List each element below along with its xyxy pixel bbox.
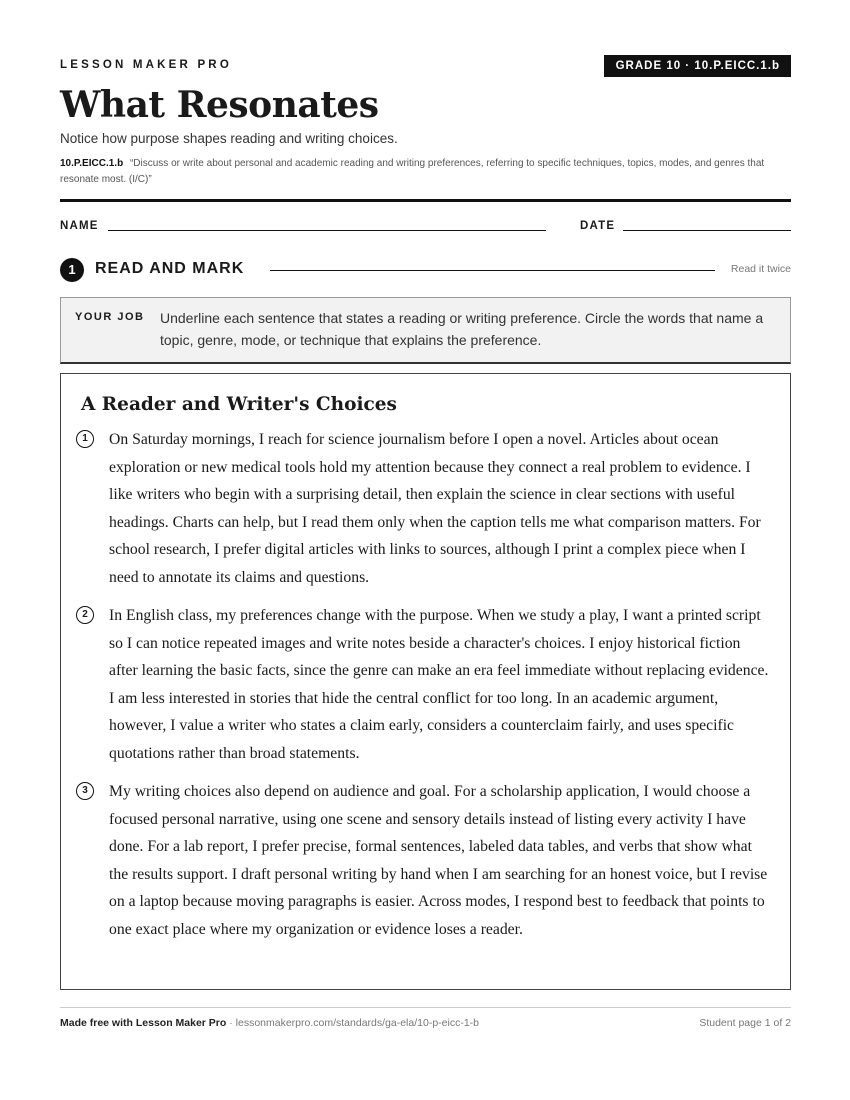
- page-footer: [60, 1017, 791, 1029]
- page-title: What Resonates: [60, 84, 379, 126]
- paragraph: In English class, my preferences change with the purpose. When we study a play, I want a printed script so I can notice repeated images and write notes beside a character's choices. I enjoy historical fiction after learning the basic facts, since the genre can make an era feel immediate without replacing evidence. I am less interested in stories that hide the central conflict for too long. In an academic argument, however, I value a writer who states a claim early, considers a counterclaim fairly, and uses specific quotations rather than broad statements.: [109, 607, 769, 762]
- paragraph-number: 3: [76, 782, 94, 800]
- instructions-box: [60, 297, 791, 364]
- instructions-label: YOUR JOB: [75, 311, 145, 323]
- brand-row: [60, 55, 791, 79]
- section-header: [60, 258, 791, 282]
- name-label: NAME: [60, 220, 99, 232]
- grade-badge: GRADE 10 · 10.P.EICC.1.b: [604, 55, 791, 77]
- paragraph-number: 2: [76, 606, 94, 624]
- student-fields: [60, 219, 791, 235]
- standard-code: 10.P.EICC.1.b: [60, 158, 124, 169]
- date-label: DATE: [580, 220, 616, 232]
- section-rule: [270, 270, 715, 271]
- page-number: Student page 1 of 2: [699, 1017, 791, 1029]
- paragraph: My writing choices also depend on audience and goal. For a scholarship application, I would choose a focused personal narrative, using one scene and sensory details instead of listing every activity I have done. For a lab report, I prefer precise, formal sentences, labeled data tables, and verbs that show what the results support. I draft personal writing by hand when I am searching for an honest voice, but I revise on a laptop because moving paragraphs is easier. Across modes, I respond best to feedback that points to one exact place where my organization or evidence loses a reader.: [109, 783, 768, 938]
- name-field[interactable]: [108, 230, 546, 231]
- passage-title: A Reader and Writer's Choices: [81, 394, 397, 415]
- footer-url[interactable]: · lessonmakerpro.com/standards/ga-ela/10-p-eicc-1-b: [226, 1017, 480, 1029]
- paragraph-number: 1: [76, 430, 94, 448]
- standard-text: “Discuss or write about personal and academic reading and writing preferences, referring to specific techniques, topics, modes, and genres that resonate most. (I/C)”: [60, 158, 765, 185]
- section-hint: Read it twice: [730, 263, 791, 275]
- section-number-badge: 1: [60, 258, 84, 282]
- reading-passage: [60, 373, 791, 990]
- page-subtitle: Notice how purpose shapes reading and writing choices.: [60, 131, 398, 146]
- footer-credit: Made free with Lesson Maker Pro: [60, 1017, 227, 1029]
- paragraph: On Saturday mornings, I reach for science journalism before I open a novel. Articles about ocean exploration or new medical tools hold my attention because they connect a real problem to evidence. I like writers who begin with a surprising detail, then explain the science in clear sections with useful headings. Charts can help, but I read them only when the caption tells me what comparison matters. For school research, I prefer digital articles with links to sources, although I print a complex piece when I need to annotate its claims and questions.: [109, 431, 761, 586]
- instructions-text: Underline each sentence that states a reading or writing preference. Circle the words that name a topic, genre, mode, or technique that explains the preference.: [160, 310, 764, 348]
- section-title: READ AND MARK: [95, 260, 245, 277]
- date-field[interactable]: [623, 230, 791, 231]
- brand-name: LESSON MAKER PRO: [60, 59, 232, 71]
- footer-divider: [60, 1007, 791, 1008]
- standard-description: [60, 156, 791, 188]
- header-divider: [60, 199, 791, 202]
